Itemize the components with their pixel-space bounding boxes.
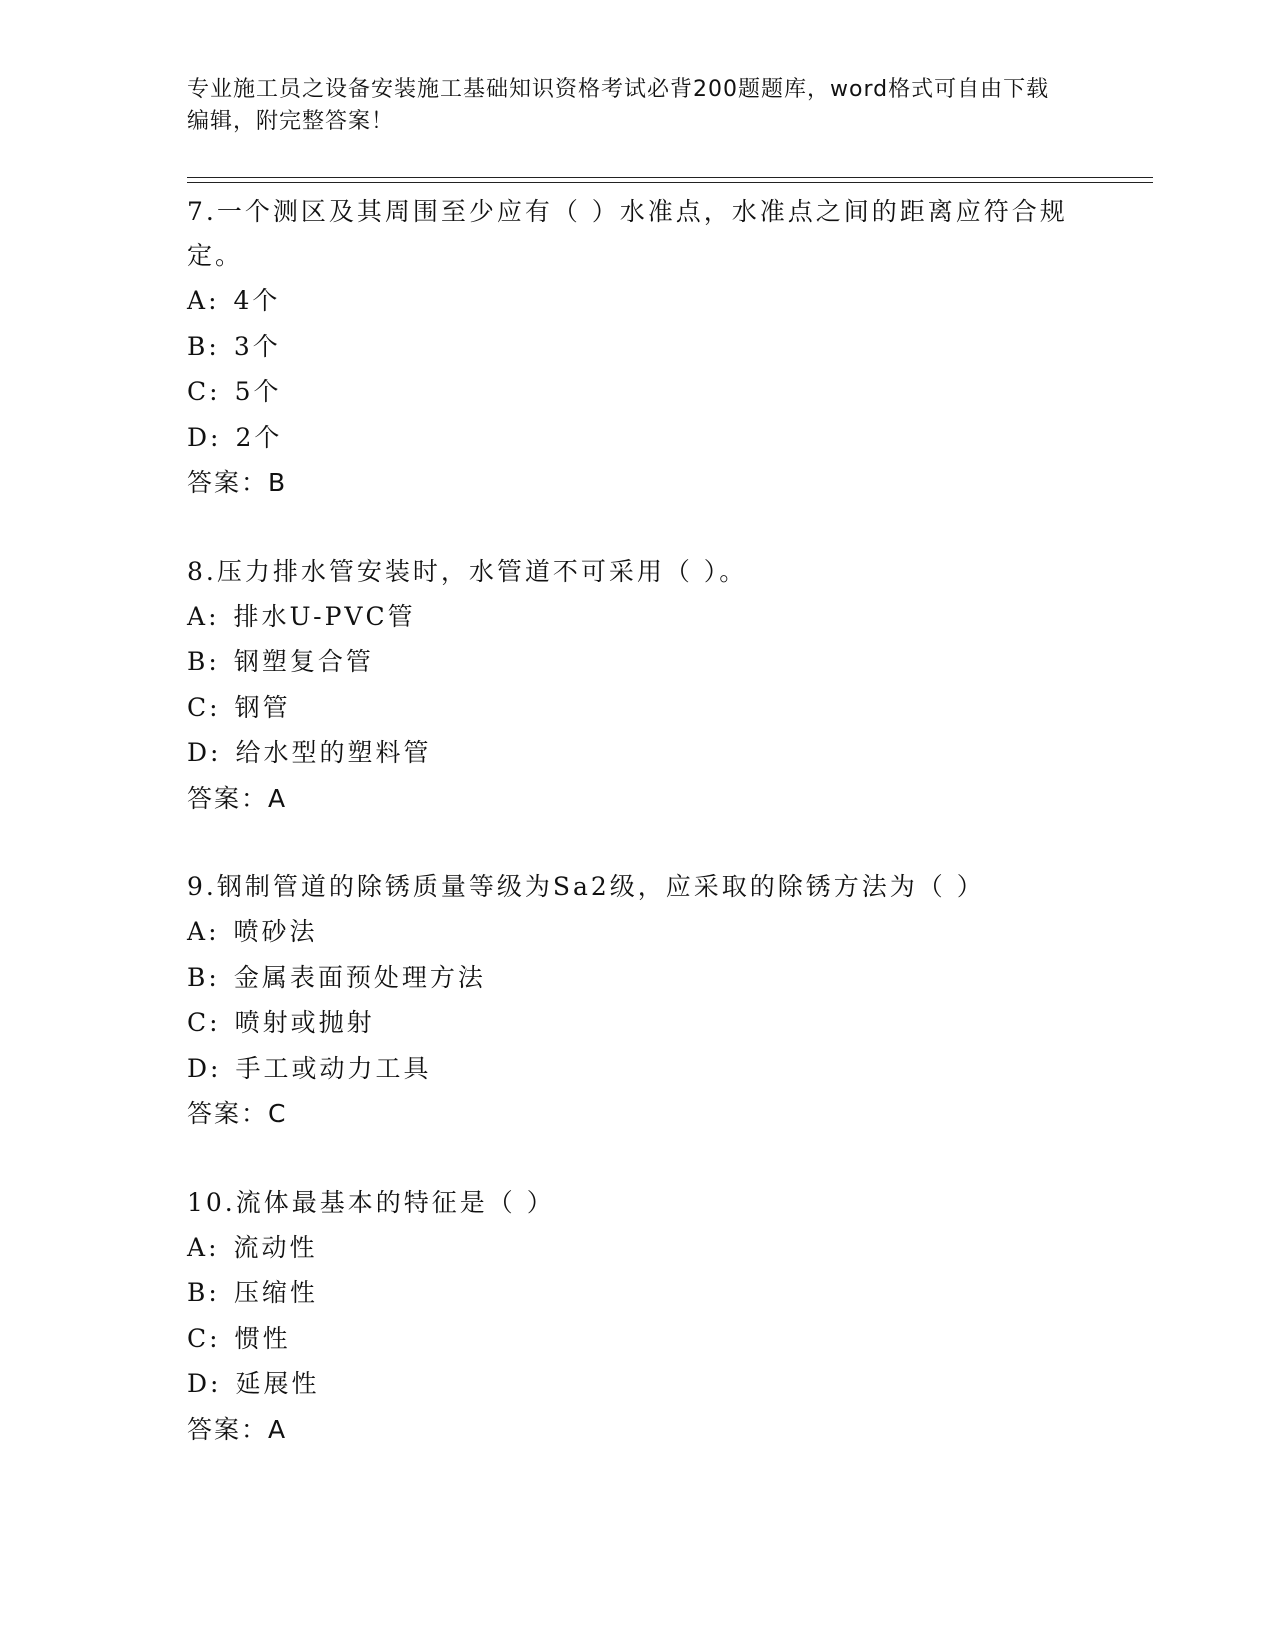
option-text: 3个: [233, 331, 281, 361]
option-text: 金属表面预处理方法: [233, 962, 486, 992]
question-8: [187, 550, 1087, 822]
option-separator: :: [208, 286, 220, 315]
option-separator: :: [209, 1323, 221, 1353]
option-text: 喷砂法: [233, 917, 318, 946]
option-c: [187, 1000, 1087, 1046]
option-key: B: [187, 1278, 209, 1307]
header-divider-top: [187, 177, 1153, 178]
option-a: [187, 1225, 1087, 1271]
option-separator: :: [208, 962, 220, 992]
option-b: [187, 639, 1087, 685]
option-separator: :: [208, 917, 220, 946]
option-b: [187, 324, 1087, 370]
option-text: 喷射或抛射: [234, 1008, 375, 1037]
option-key: B: [187, 331, 209, 361]
option-separator: :: [210, 1369, 222, 1398]
option-text: 钢管: [234, 692, 291, 722]
question-7: [187, 190, 1087, 506]
option-d: [187, 415, 1087, 461]
option-key: C: [187, 1323, 210, 1353]
question-10: [187, 1181, 1087, 1453]
option-c: [187, 369, 1087, 415]
option-b: [187, 1270, 1087, 1316]
option-key: D: [187, 738, 211, 767]
option-key: A: [187, 917, 209, 946]
option-separator: :: [209, 377, 221, 406]
option-separator: :: [210, 1053, 222, 1083]
option-key: B: [187, 647, 209, 676]
option-separator: :: [208, 1278, 220, 1307]
option-separator: :: [208, 647, 220, 676]
option-key: A: [187, 601, 209, 631]
option-text: 2个: [235, 422, 283, 452]
option-separator: :: [208, 331, 220, 361]
option-key: A: [187, 286, 209, 315]
option-a: [187, 278, 1087, 324]
header-divider-bottom: [187, 182, 1153, 183]
question-stem: 9.钢制管道的除锈质量等级为Sa2级，应采取的除锈方法为（ ）: [187, 872, 985, 901]
option-key: C: [187, 692, 210, 722]
option-a: [187, 594, 1087, 640]
option-key: C: [187, 1008, 210, 1037]
option-text: 5个: [234, 377, 282, 406]
option-d: [187, 730, 1087, 776]
option-key: D: [187, 422, 211, 452]
option-key: D: [187, 1369, 211, 1398]
option-separator: :: [210, 422, 222, 452]
question-list: [187, 190, 1087, 1496]
question-stem: 8.压力排水管安装时，水管道不可采用（ ）。: [187, 556, 748, 586]
option-c: [187, 1316, 1087, 1362]
option-a: [187, 909, 1087, 955]
option-separator: :: [208, 1232, 220, 1262]
option-text: 4个: [233, 286, 281, 315]
option-text: 压缩性: [233, 1278, 318, 1307]
question-9: [187, 865, 1087, 1137]
option-separator: :: [209, 692, 221, 722]
option-text: 延展性: [235, 1369, 320, 1398]
option-text: 排水U-PVC管: [233, 601, 416, 631]
option-c: [187, 685, 1087, 731]
question-stem: 10.流体最基本的特征是（ ）: [187, 1187, 555, 1217]
option-d: [187, 1361, 1087, 1407]
option-key: D: [187, 1053, 211, 1083]
answer: 答案：B: [187, 468, 288, 497]
document-header: 专业施工员之设备安装施工基础知识资格考试必背200题题库，word格式可自由下载编辑，附完整答案！: [187, 77, 1050, 134]
option-key: C: [187, 377, 210, 406]
option-text: 手工或动力工具: [235, 1053, 432, 1083]
option-text: 流动性: [233, 1232, 318, 1262]
option-b: [187, 955, 1087, 1001]
answer: 答案：A: [187, 1414, 288, 1444]
option-key: A: [187, 1232, 209, 1262]
answer: 答案：C: [187, 1099, 288, 1128]
option-separator: :: [208, 601, 220, 631]
option-text: 钢塑复合管: [233, 647, 374, 676]
option-key: B: [187, 962, 209, 992]
option-d: [187, 1046, 1087, 1092]
option-separator: :: [210, 738, 222, 767]
option-separator: :: [209, 1008, 221, 1037]
option-text: 惯性: [234, 1323, 291, 1353]
option-text: 给水型的塑料管: [235, 738, 432, 767]
question-stem: 7.一个测区及其周围至少应有（ ）水准点，水准点之间的距离应符合规定。: [187, 197, 1068, 270]
answer: 答案：A: [187, 783, 288, 813]
